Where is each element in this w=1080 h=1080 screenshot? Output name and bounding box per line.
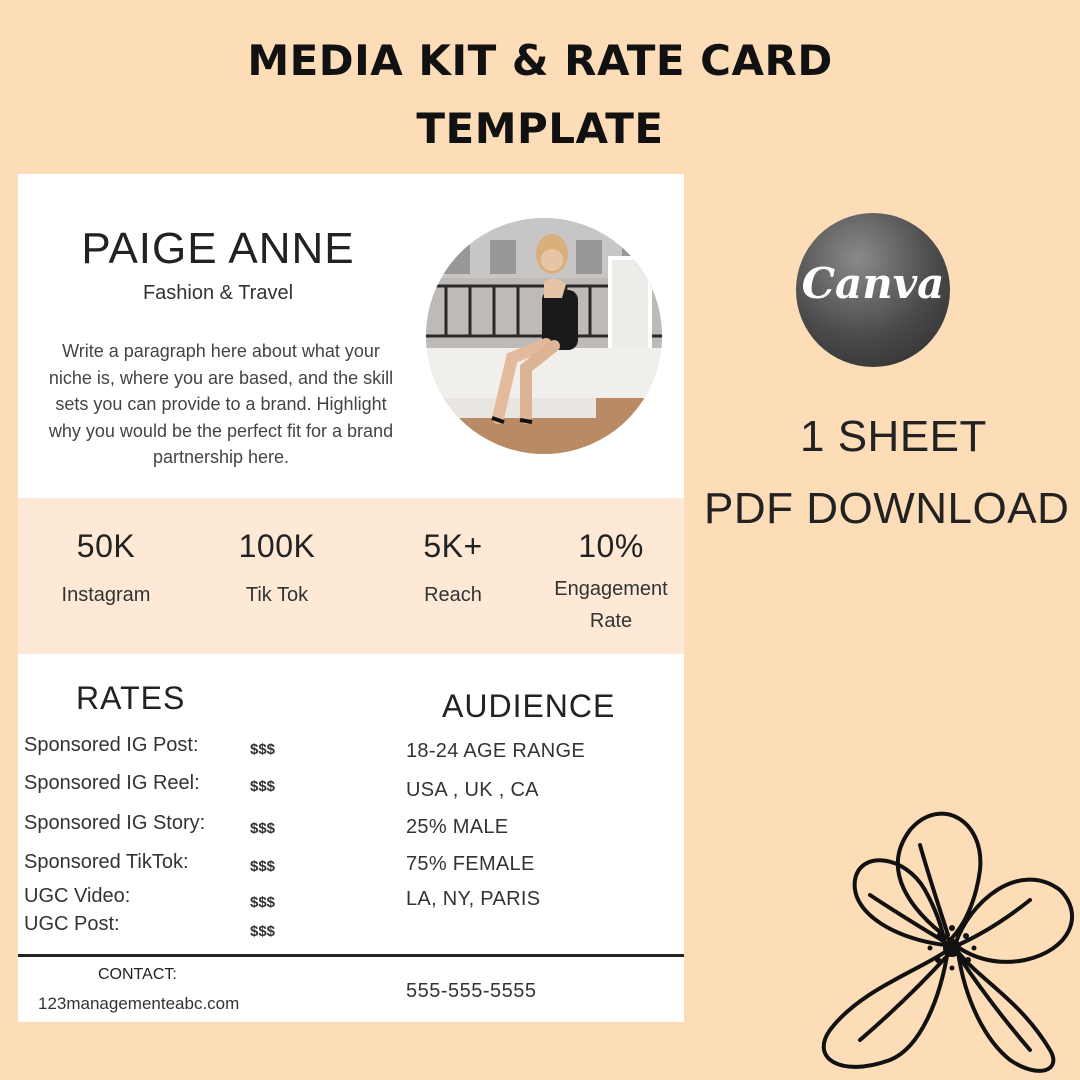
- canva-logo: [796, 213, 950, 367]
- stat-label: Engagement Rate: [554, 578, 668, 632]
- rate-price: $$$: [250, 894, 276, 911]
- rate-label: Sponsored IG Story:: [24, 812, 206, 834]
- contact-label: CONTACT:: [98, 966, 177, 983]
- rate-price: $$$: [250, 923, 276, 940]
- sheet-count-text: 1 SHEET: [800, 412, 987, 461]
- profile-photo: [426, 218, 662, 454]
- stat-tiktok: [202, 528, 352, 611]
- audience-item: 25% MALE: [406, 816, 509, 838]
- audience-item: 18-24 AGE RANGE: [406, 740, 586, 762]
- rate-label: UGC Video:: [24, 885, 131, 907]
- media-kit-card: [18, 174, 684, 1022]
- bio-line: Write a paragraph here about what your: [62, 341, 380, 361]
- pdf-download-text: PDF DOWNLOAD: [704, 484, 1070, 533]
- stat-label: Tik Tok: [245, 584, 309, 606]
- headline-line-1: MEDIA KIT & RATE CARD: [247, 36, 833, 85]
- rate-price: $$$: [250, 741, 276, 758]
- stat-instagram: [31, 528, 181, 611]
- rate-price: $$$: [250, 820, 276, 837]
- rate-label: Sponsored TikTok:: [24, 851, 189, 873]
- contact-email[interactable]: 123managementeabc.com: [38, 994, 240, 1013]
- stat-value: 50K: [76, 528, 136, 564]
- stat-reach: [378, 528, 528, 611]
- contact-divider: [18, 954, 684, 957]
- rate-label: Sponsored IG Reel:: [24, 772, 200, 794]
- rates-title: RATES: [76, 680, 186, 716]
- headline-line-2: TEMPLATE: [416, 104, 664, 153]
- stat-value: 10%: [578, 528, 644, 564]
- rate-label: UGC Post:: [24, 913, 120, 935]
- creator-niche: Fashion & Travel: [142, 282, 294, 304]
- audience-title: AUDIENCE: [442, 688, 616, 724]
- canva-logo-text: Canva: [801, 259, 945, 308]
- stat-label: Instagram: [61, 584, 151, 606]
- stat-value: 5K+: [423, 528, 483, 564]
- bio-line: partnership here.: [152, 447, 290, 467]
- rate-label: Sponsored IG Post:: [24, 734, 199, 756]
- flower-illustration: [800, 800, 1080, 1080]
- creator-name: PAIGE ANNE: [81, 224, 355, 273]
- bio-line: why you would be the perfect fit for a brand: [48, 420, 394, 441]
- rate-price: $$$: [250, 778, 276, 795]
- stats-band: [18, 498, 684, 654]
- audience-item: USA , UK , CA: [406, 779, 539, 801]
- rate-price: $$$: [250, 858, 276, 875]
- bio-line: niche is, where you are based, and the skill: [48, 367, 394, 388]
- bio-line: sets you can provide to a brand. Highlight: [55, 394, 387, 414]
- stat-engagement: [538, 528, 684, 637]
- stat-label: Reach: [424, 584, 482, 606]
- audience-item: LA, NY, PARIS: [406, 888, 541, 910]
- stat-value: 100K: [238, 528, 316, 564]
- contact-phone[interactable]: 555-555-5555: [406, 980, 537, 1002]
- audience-item: 75% FEMALE: [406, 853, 535, 875]
- creator-bio: [24, 338, 418, 471]
